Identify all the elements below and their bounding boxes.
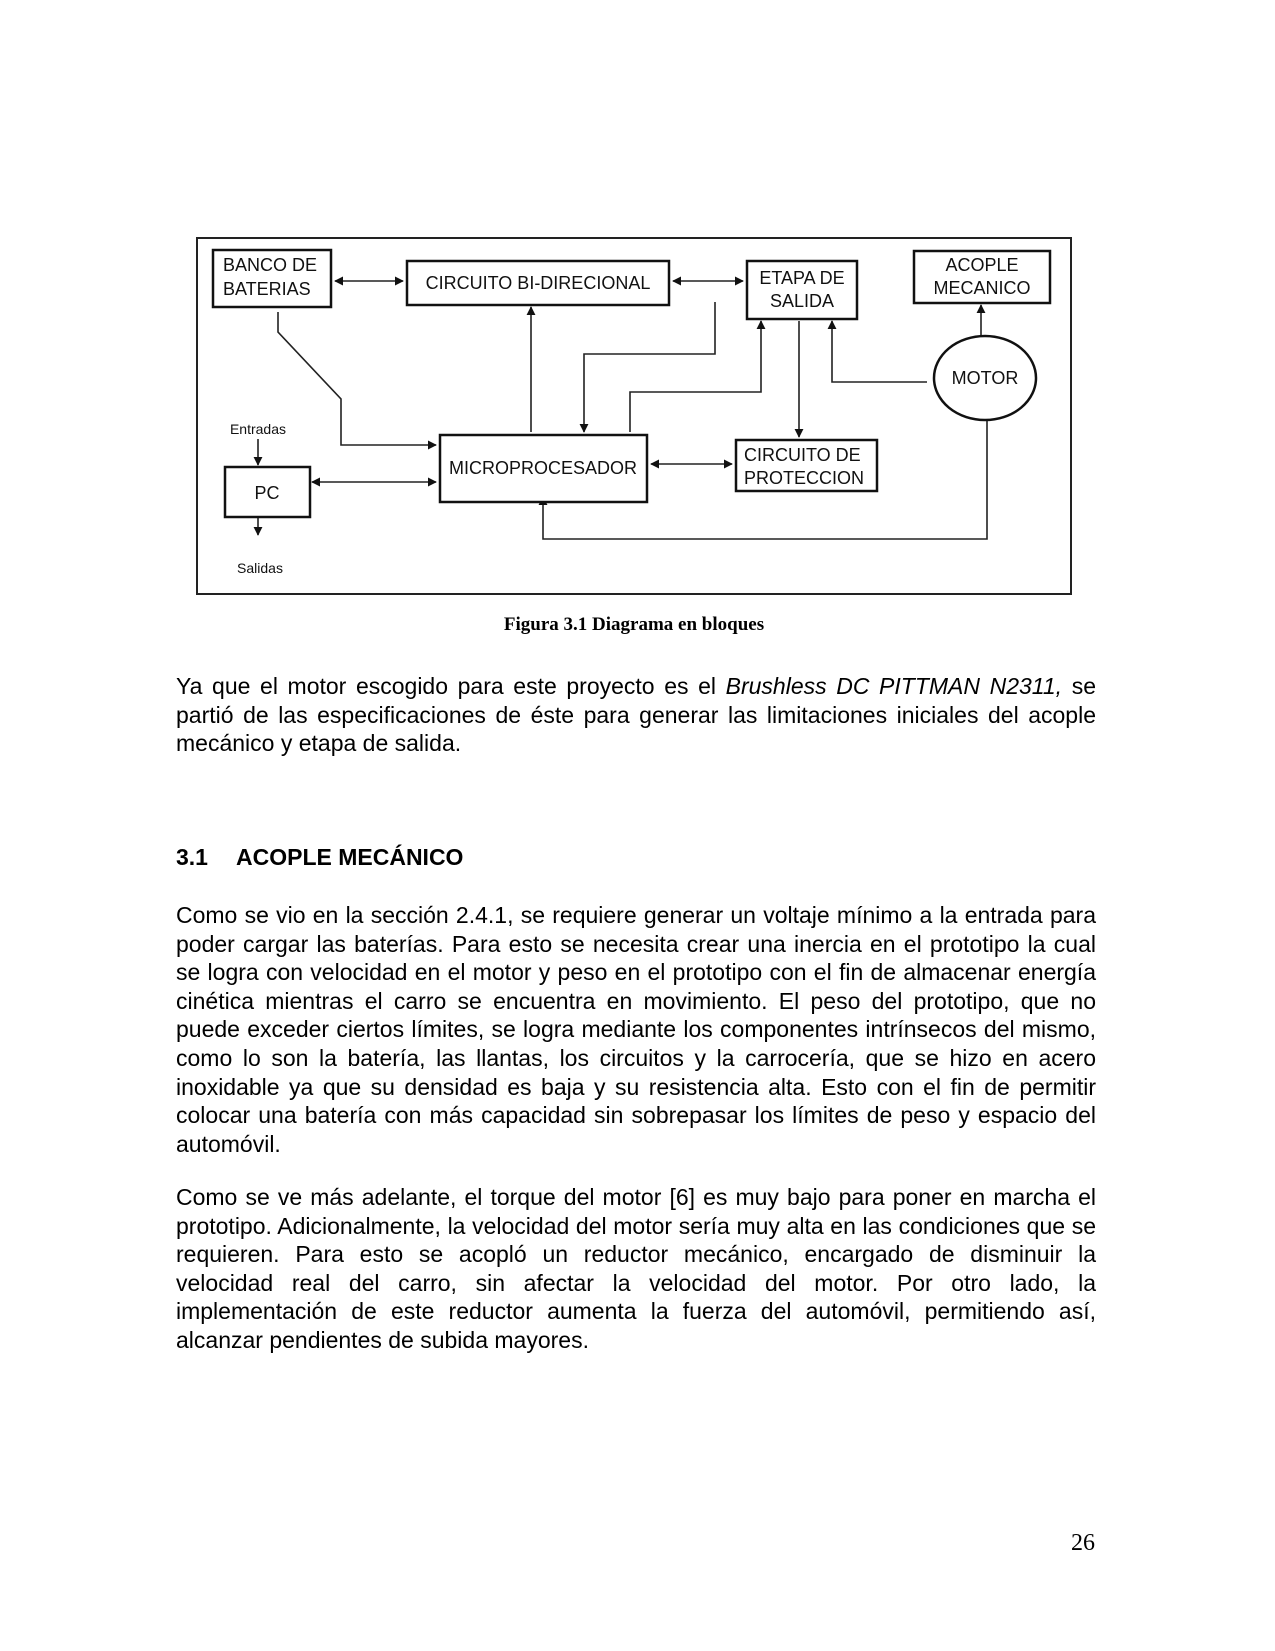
body-paragraph-2: Como se ve más adelante, el torque del motor [6] es muy bajo para poner en marcha el prototipo. Adicionalmente, la velocidad del motor sería muy alta en las condiciones que se requieren. Para esto se acopló un reductor mecánico, encargado de disminuir la velocidad real del carro, sin afectar la velocidad del motor. Por otro lado, la implementación de este reductor aumenta la fuerza del automóvil, permitiendo así, alcanzar pendientes de subida mayores.: [176, 1184, 1096, 1353]
figure-caption: Figura 3.1 Diagrama en bloques: [503, 614, 765, 635]
intro-text-before: Ya que el motor escogido para este proyecto es el: [176, 673, 726, 699]
block-diagram-figure: [196, 237, 1072, 595]
label-pc: PC: [254, 483, 280, 503]
label-etapa-line1: ETAPA DE: [759, 268, 845, 288]
page-number: 26: [1071, 1530, 1095, 1556]
intro-paragraph: [176, 672, 1096, 758]
label-banco-line2: BATERIAS: [223, 279, 311, 299]
label-circuito-bidirecional: CIRCUITO BI-DIRECIONAL: [425, 273, 651, 293]
label-microprocesador: MICROPROCESADOR: [448, 458, 638, 478]
body-paragraph-1: Como se vio en la sección 2.4.1, se requiere generar un voltaje mínimo a la entrada para poder cargar las baterías. Para esto se necesita crear una inercia en el prototipo la cual se logra con velocidad en el motor y peso en el prototipo con el fin de almacenar energía cinética mientras el carro se encuentra en movimiento. El peso del prototipo, que no puede exceder ciertos límites, se logra mediante los componentes intrínsecos del mismo, como lo son la batería, las llantas, los circuitos y la carrocería, que se hizo en acero inoxidable ya que su densidad es baja y su resistencia alta. Esto con el fin de permitir colocar una batería con más capacidad sin sobrepasar los límites de peso y espacio del automóvil.: [176, 902, 1096, 1157]
section-number: 3.1: [176, 844, 208, 870]
label-salidas: Salidas: [237, 560, 283, 576]
section-title: ACOPLE MECÁNICO: [236, 844, 464, 870]
intro-italic-model: Brushless DC PITTMAN N2311,: [725, 673, 1063, 699]
block-diagram: [196, 237, 1072, 595]
label-banco-line1: BANCO DE: [223, 255, 318, 275]
label-motor: MOTOR: [951, 368, 1019, 388]
label-proteccion-line2: PROTECCION: [744, 468, 865, 488]
label-proteccion-line1: CIRCUITO DE: [744, 445, 861, 465]
label-etapa-line2: SALIDA: [769, 291, 835, 311]
label-acople-line1: ACOPLE: [945, 255, 1019, 275]
section-heading: [176, 844, 463, 871]
label-entradas: Entradas: [229, 421, 287, 437]
label-acople-line2: MECANICO: [933, 278, 1031, 298]
intro-text-after: se partió de las especificaciones de éste para generar las limitaciones iniciales del acople mecánico y etapa de salida.: [176, 673, 1096, 757]
